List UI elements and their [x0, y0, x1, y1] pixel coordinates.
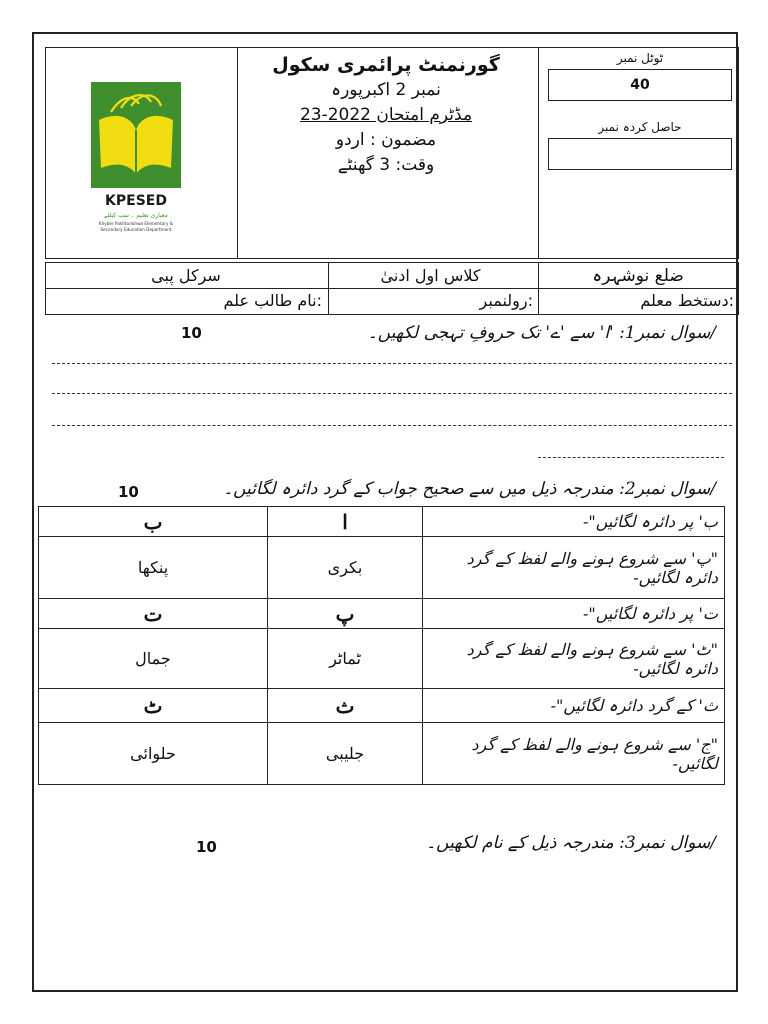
svg-text:Khyber Pakhtunkhwa Elementary: Khyber Pakhtunkhwa Elementary & [98, 221, 174, 226]
student-name-field[interactable]: :نام طالب علم [223, 291, 322, 310]
teacher-signature-field[interactable]: :دستخط معلم [640, 291, 734, 310]
exam-title: مڈٹرم امتحان 2022-23 [299, 105, 473, 125]
mcq-option[interactable]: پنکھا [39, 537, 268, 599]
mcq-option[interactable]: حلوائی [39, 723, 268, 785]
mcq-option[interactable]: جمال [39, 629, 268, 689]
mcq-question: ت' پر دائرہ لگائیں"- [423, 599, 725, 629]
school-info [241, 52, 531, 178]
mcq-row [39, 723, 725, 785]
question-2-marks: 10 [118, 483, 139, 501]
svg-text:Secondary Education Department: Secondary Education Department [100, 227, 172, 232]
info-row-2 [45, 289, 739, 315]
mcq-question: "ٹ' سے شروع ہونے والے لفظ کے گرد دائرہ لگائیں- [423, 629, 725, 689]
question-3: /سوال نمبر3: مندرجہ ذیل کے نام لکھیں۔ [426, 833, 716, 853]
mcq-question: ث' کے گرد دائرہ لگائیں"- [423, 689, 725, 723]
mcq-row [39, 689, 725, 723]
marks-panel [541, 50, 739, 170]
exam-time: وقت: 3 گھنٹے [337, 155, 435, 175]
answer-line[interactable] [52, 363, 732, 364]
svg-text:معیاری تعلیم ۔ سب کیلئے: معیاری تعلیم ۔ سب کیلئے [104, 212, 168, 219]
mcq-option[interactable]: جلیبی [268, 723, 423, 785]
info-row-1 [45, 262, 739, 289]
district: ضلع نوشہرہ [592, 266, 684, 286]
mcq-option[interactable]: ث [268, 689, 423, 723]
obtained-marks-box[interactable] [548, 138, 732, 170]
circle: سرکل پبی [151, 266, 221, 285]
answer-line[interactable] [538, 457, 724, 458]
mcq-question: "پ' سے شروع ہونے والے لفظ کے گرد دائرہ لگائیں- [423, 537, 725, 599]
mcq-option[interactable]: ا [268, 507, 423, 537]
school-number: نمبر 2 اکبرپورہ [331, 80, 441, 100]
mcq-option[interactable]: ب [39, 507, 268, 537]
class: کلاس اول ادنیٰ [380, 266, 481, 285]
kpesed-logo [91, 82, 191, 242]
roll-number-field[interactable]: :رولنمبر [479, 291, 533, 310]
obtained-marks-label: حاصل کردہ نمبر [598, 120, 682, 134]
mcq-row [39, 507, 725, 537]
mcq-question: ب' پر دائرہ لگائیں"- [423, 507, 725, 537]
mcq-option[interactable]: ت [39, 599, 268, 629]
total-marks-label: ٹوٹل نمبر [616, 51, 664, 65]
exam-header [45, 47, 739, 259]
mcq-table [38, 506, 725, 785]
total-marks-box: 40 [548, 69, 732, 101]
question-3-marks: 10 [196, 838, 217, 856]
mcq-option[interactable]: ٹماٹر [268, 629, 423, 689]
question-2: /سوال نمبر2: مندرجہ ذیل میں سے صحیح جواب کے گرد دائرہ لگائیں۔ [223, 479, 716, 499]
mcq-option[interactable]: بکری [268, 537, 423, 599]
mcq-option[interactable]: پ [268, 599, 423, 629]
mcq-row [39, 599, 725, 629]
answer-line[interactable] [52, 425, 732, 426]
svg-text:KPESED: KPESED [105, 193, 167, 209]
mcq-row [39, 629, 725, 689]
answer-line[interactable] [52, 393, 732, 394]
mcq-option[interactable]: ٹ [39, 689, 268, 723]
mcq-question: "ج' سے شروع ہونے والے لفظ کے گرد لگائیں- [423, 723, 725, 785]
question-1-marks: 10 [181, 324, 202, 342]
school-name: گورنمنٹ پرائمری سکول [272, 54, 500, 76]
mcq-row [39, 537, 725, 599]
question-1: /سوال نمبر1: 'ا' سے 'ے' تک حروفِ تہجی لکھیں۔ [367, 323, 716, 343]
subject: مضمون : اردو [335, 130, 437, 150]
